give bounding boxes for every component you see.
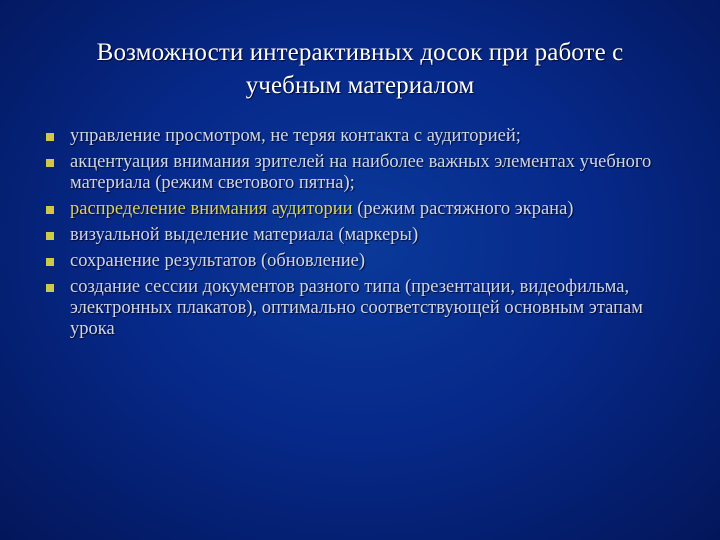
square-bullet-icon: [46, 284, 54, 292]
bullet-item-attention-accent: [44, 152, 674, 194]
slide-title: [40, 36, 680, 102]
bullet-item-document-session: [44, 277, 674, 340]
square-bullet-icon: [46, 206, 54, 214]
bullet-item-visual-highlight: [44, 225, 674, 246]
bullet-item-attention-distribution: [44, 199, 674, 220]
bullet-text: визуальной выделение материала (маркеры): [70, 225, 419, 245]
bullet-text: создание сессии документов разного типа (презентации, видеофильма, электронных плакатов), оптимально соответствующей основным этапам урока: [70, 277, 643, 339]
bullet-accent-text: распределение внимания аудитории: [70, 199, 353, 219]
square-bullet-icon: [46, 258, 54, 266]
square-bullet-icon: [46, 232, 54, 240]
bullet-item-viewing-control: [44, 126, 674, 147]
square-bullet-icon: [46, 159, 54, 167]
slide-title-line-1: Возможности интерактивных досок при работе с: [96, 39, 624, 66]
bullet-text: (режим растяжного экрана): [352, 199, 574, 219]
slide-title-line-2: учебным материалом: [245, 72, 475, 99]
bullet-text: акцентуация внимания зрителей на наиболее важных элементах учебного материала (режим светового пятна);: [70, 152, 652, 193]
square-bullet-icon: [46, 133, 54, 141]
bullet-text: управление просмотром, не теряя контакта с аудиторией;: [70, 126, 521, 146]
bullet-list: [44, 126, 674, 345]
bullet-text: сохранение результатов (обновление): [70, 251, 366, 271]
bullet-item-save-results: [44, 251, 674, 272]
